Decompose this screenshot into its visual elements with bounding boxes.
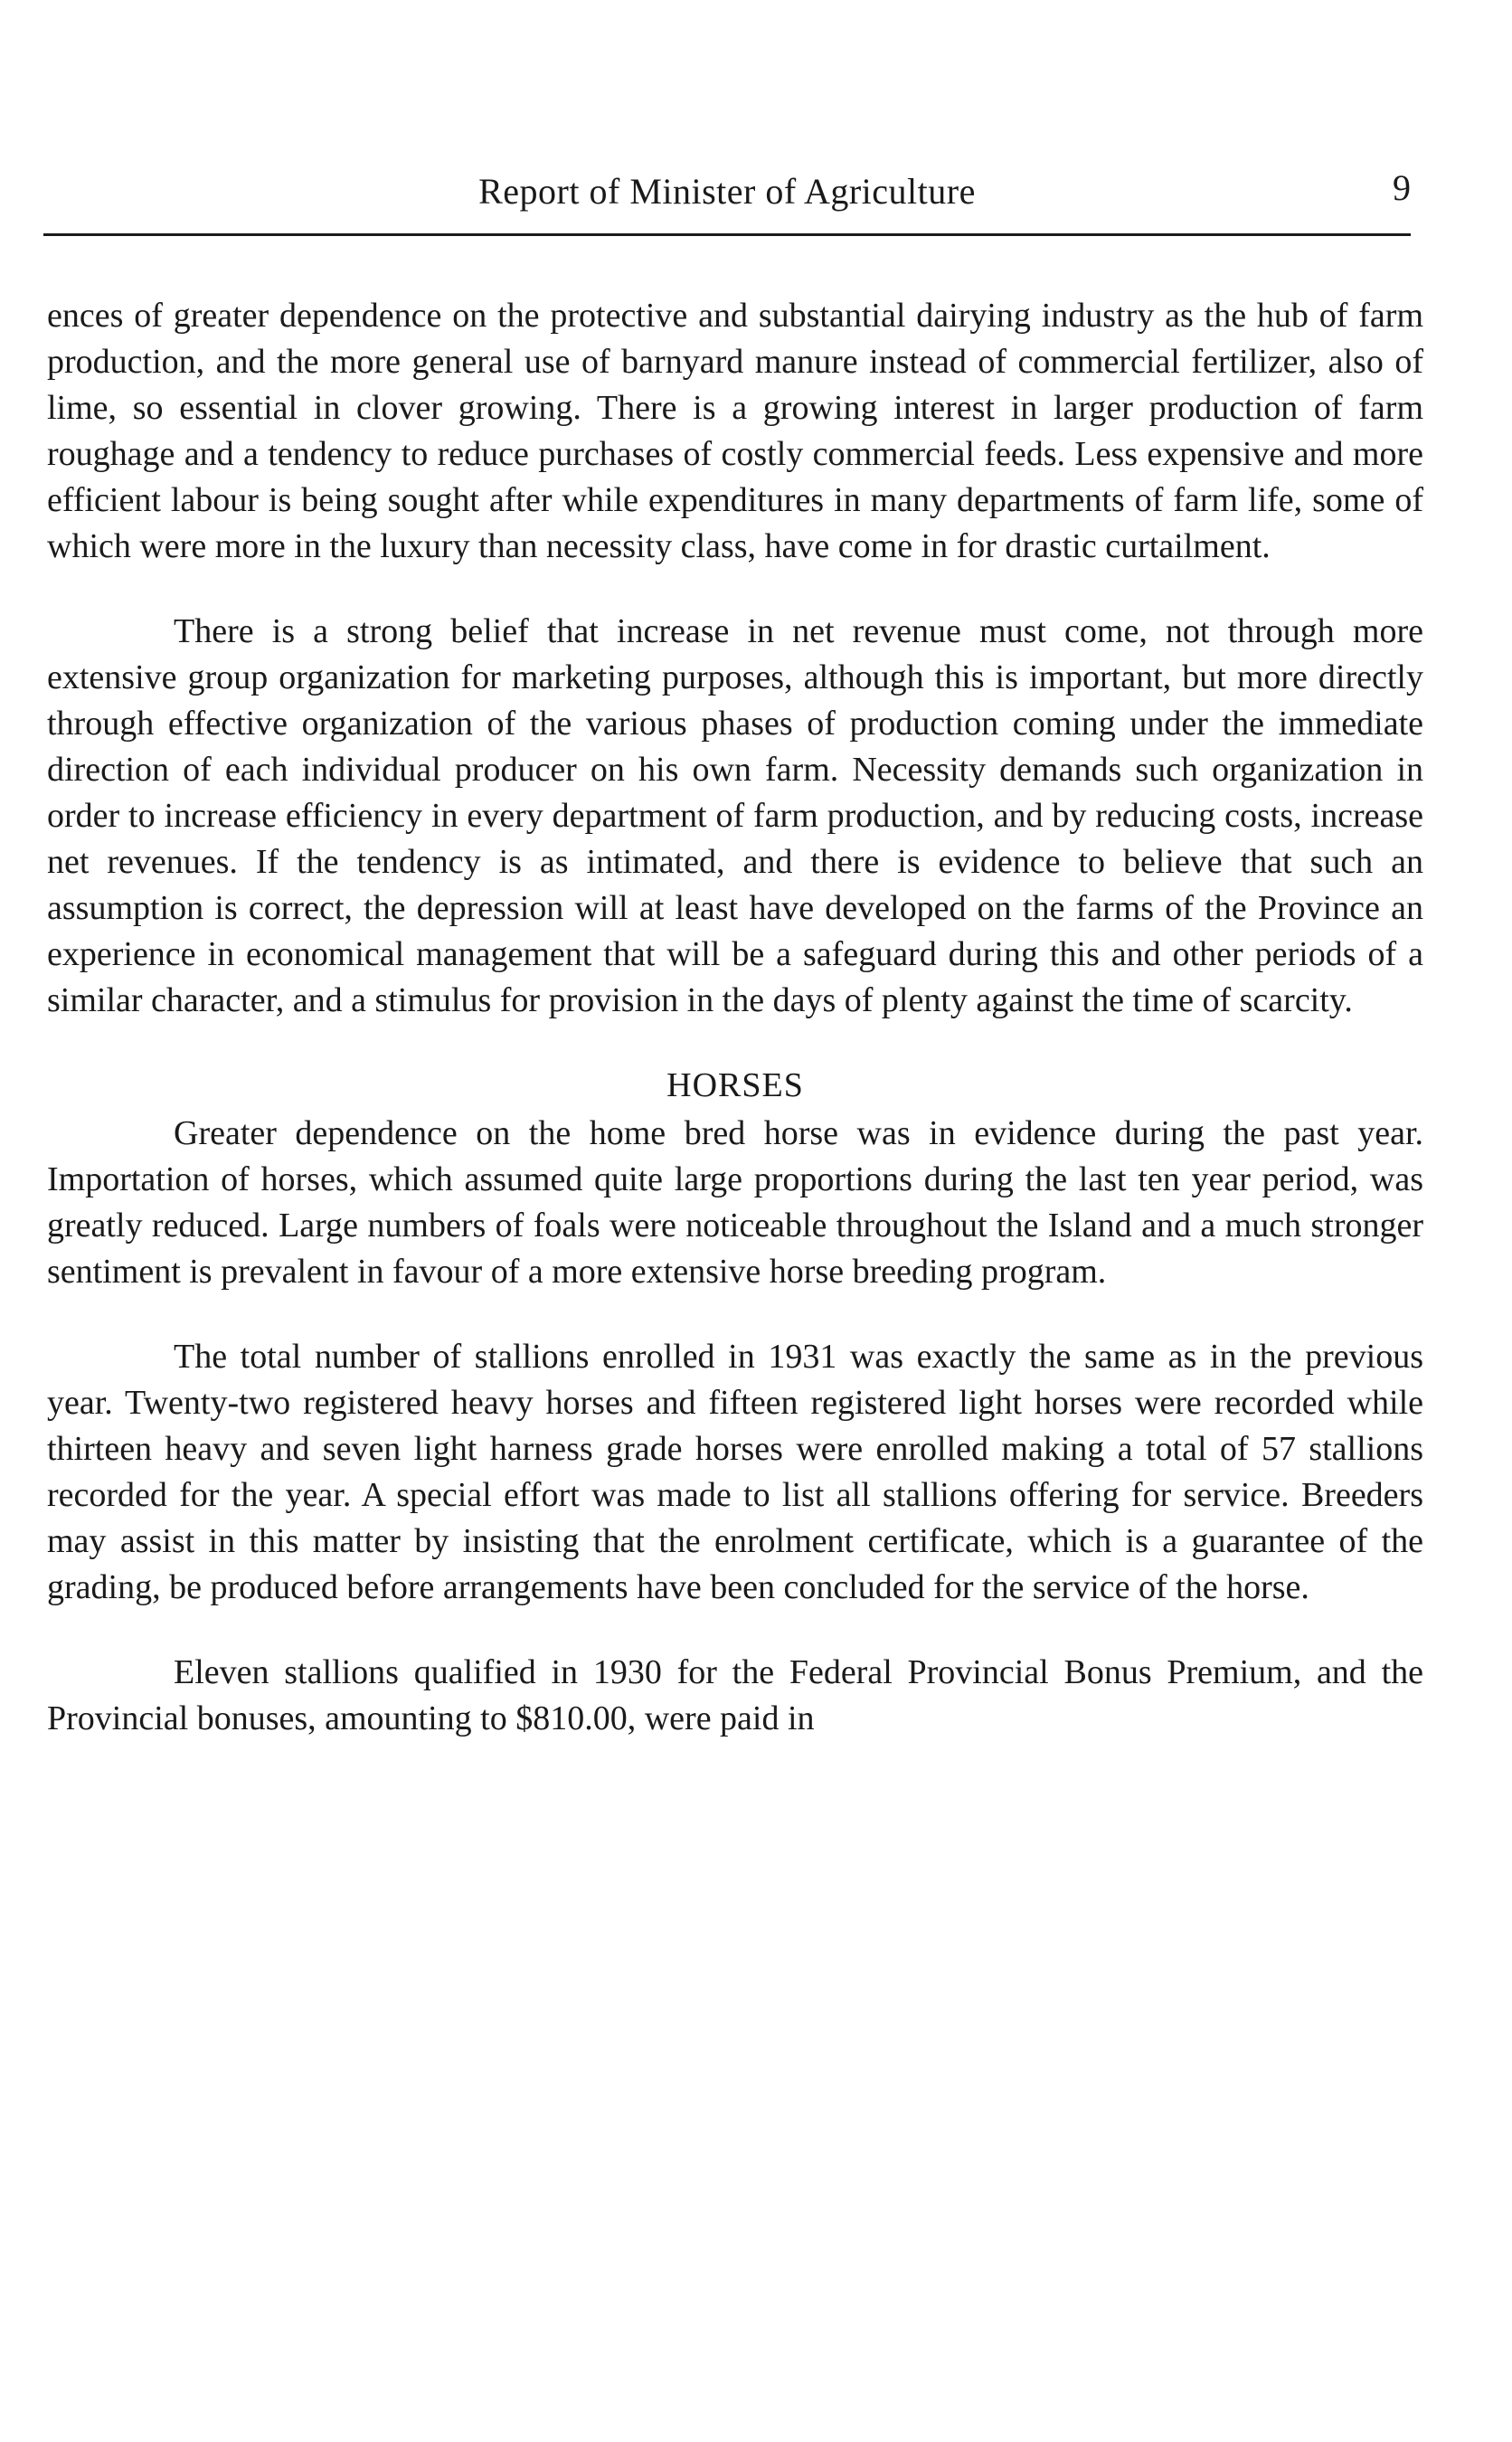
body-text: [47, 293, 1423, 1742]
page-number: 9: [1393, 167, 1411, 208]
paragraph-5: Eleven stallions qualified in 1930 for the Federal Provincial Bonus Premium, and the Provincial bonuses, amounting to $810.00, were paid in: [47, 1653, 1423, 1737]
header-rule: [43, 233, 1411, 236]
paragraph-2: There is a strong belief that increase in net revenue must come, not through more extensive group organization for marketing purposes, although this is important, but more directly through effective organization of the various phases of production coming under the immediate direction of each individual producer on his own farm. Necessity demands such organization in order to increase efficiency in every department of farm production, and by reducing costs, increase net revenues. If the tendency is as intimated, and there is evidence to believe that such an assumption is correct, the depression will at least have developed on the farms of the Province an experience in economical management that will be a safeguard during this and other periods of a similar character, and a stimulus for provision in the days of plenty against the time of scarcity.: [47, 612, 1423, 1019]
paragraph-3: Greater dependence on the home bred horse was in evidence during the past year. Importation of horses, which assumed quite large proportions during the last ten year period, was greatly reduced. Large numbers of foals were noticeable throughout the Island and a much stronger sentiment is prevalent in favour of a more extensive horse breeding program.: [47, 1114, 1423, 1291]
paragraph-4: The total number of stallions enrolled in 1931 was exactly the same as in the previous year. Twenty-two registered heavy horses and fifteen registered light horses were recorded while thirteen heavy and seven light harness grade horses were enrolled making a total of 57 stallions recorded for the year. A special effort was made to list all stallions offering for service. Breeders may assist in this matter by insisting that the enrolment certificate, which is a guarantee of the grading, be produced before arrangements have been concluded for the service of the horse.: [47, 1338, 1423, 1606]
section-heading: HORSES: [666, 1066, 804, 1104]
paragraph-1: ences of greater dependence on the protective and substantial dairying industry as the hub of farm production, and the more general use of barnyard manure instead of commercial fertilizer, also of lime, so essential in clover growing. There is a growing interest in larger production of farm roughage and a tendency to reduce purchases of costly commercial feeds. Less expensive and more efficient labour is being sought after while expenditures in many departments of farm life, some of which were more in the luxury than necessity class, have come in for drastic curtailment.: [47, 297, 1423, 565]
running-header: [43, 167, 1411, 235]
header-title: Report of Minister of Agriculture: [478, 171, 976, 212]
